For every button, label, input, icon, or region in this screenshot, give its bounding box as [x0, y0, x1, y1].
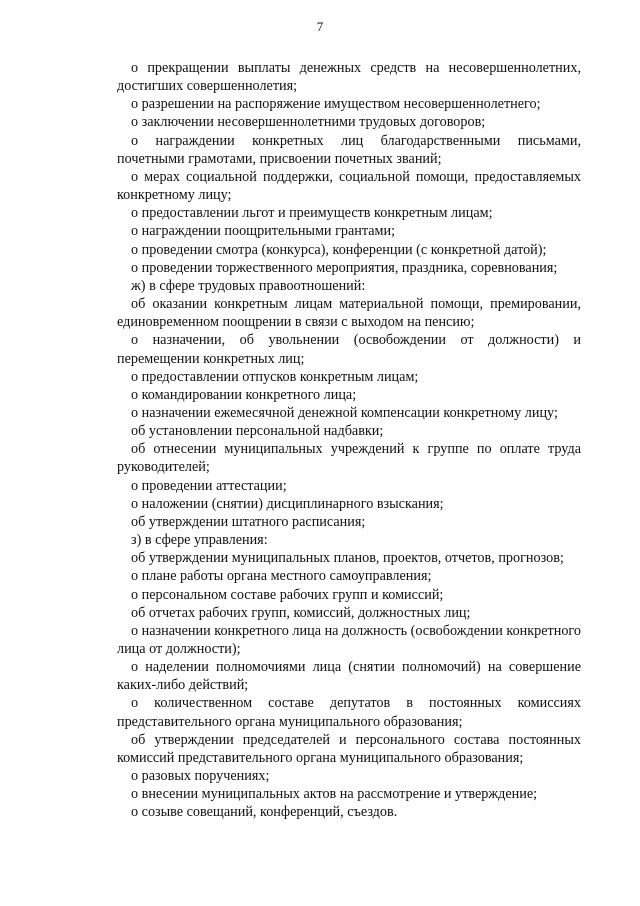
paragraph-8: о проведении смотра (конкурса), конференции (с конкретной датой);: [131, 241, 547, 258]
paragraph-27: о наделении полномочиями лица (снятии полномочий) на совершение каких-либо действий;: [117, 659, 581, 694]
paragraph-7: о награждении поощрительными грантами;: [131, 223, 396, 240]
paragraph-28: о количественном составе депутатов в постоянных комиссиях представительного органа муниципального образования;: [117, 695, 581, 730]
paragraph-15: о назначении ежемесячной денежной компенсации конкретному лицу;: [131, 404, 558, 421]
paragraph-25: об отчетах рабочих групп, комиссий, должностных лиц;: [131, 604, 471, 621]
section-heading-z: з) в сфере управления:: [131, 532, 268, 549]
paragraph-31: о внесении муниципальных актов на рассмотрение и утверждение;: [131, 786, 538, 803]
paragraph-13: о предоставлении отпусков конкретным лицам;: [131, 368, 419, 385]
paragraph-9: о проведении торжественного мероприятия, праздника, соревнования;: [131, 259, 558, 276]
paragraph-23: о плане работы органа местного самоуправления;: [131, 568, 432, 585]
paragraph-30: о разовых поручениях;: [131, 768, 270, 785]
paragraph-3: о заключении несовершеннолетними трудовых договоров;: [131, 114, 486, 131]
paragraph-17: об отнесении муниципальных учреждений к группе по оплате труда руководителей;: [117, 441, 581, 476]
paragraph-4: о награждении конкретных лиц благодарственными письмами, почетными грамотами, присвоении почетных званий;: [117, 132, 581, 167]
paragraph-29: об утверждении председателей и персонального состава постоянных комиссий представительного органа муниципального образования;: [117, 731, 581, 766]
paragraph-12: о назначении, об увольнении (освобождении от должности) и перемещении конкретных лиц;: [117, 332, 581, 367]
paragraph-19: о наложении (снятии) дисциплинарного взыскания;: [131, 495, 444, 512]
paragraph-20: об утверждении штатного расписания;: [131, 513, 366, 530]
page-number: 7: [316, 19, 324, 34]
paragraph-32: о созыве совещаний, конференций, съездов.: [131, 804, 398, 821]
paragraph-5: о мерах социальной поддержки, социальной помощи, предоставляемых конкретному лицу;: [117, 168, 581, 204]
paragraph-26: о назначении конкретного лица на должность (освобождении конкретного лица от должности);: [117, 622, 581, 657]
paragraph-24: о персональном составе рабочих групп и комиссий;: [131, 586, 444, 603]
section-heading-zh: ж) в сфере трудовых правоотношений:: [131, 277, 366, 294]
paragraph-11: об оказании конкретным лицам материальной помощи, премировании, единовременном поощрении в связи с выходом на пенсию;: [117, 296, 581, 331]
paragraph-2: о разрешении на распоряжение имуществом несовершеннолетнего;: [131, 96, 541, 113]
paragraph-14: о командировании конкретного лица;: [131, 386, 357, 403]
paragraph-6: о предоставлении льгот и преимуществ конкретным лицам;: [131, 205, 493, 222]
paragraph-18: о проведении аттестации;: [131, 477, 287, 494]
paragraph-16: об установлении персональной надбавки;: [131, 423, 384, 440]
paragraph-1: о прекращении выплаты денежных средств на несовершеннолетних, достигших совершеннолетия;: [117, 60, 581, 95]
document-body: [117, 59, 581, 822]
paragraph-22: об утверждении муниципальных планов, проектов, отчетов, прогнозов;: [131, 550, 564, 567]
